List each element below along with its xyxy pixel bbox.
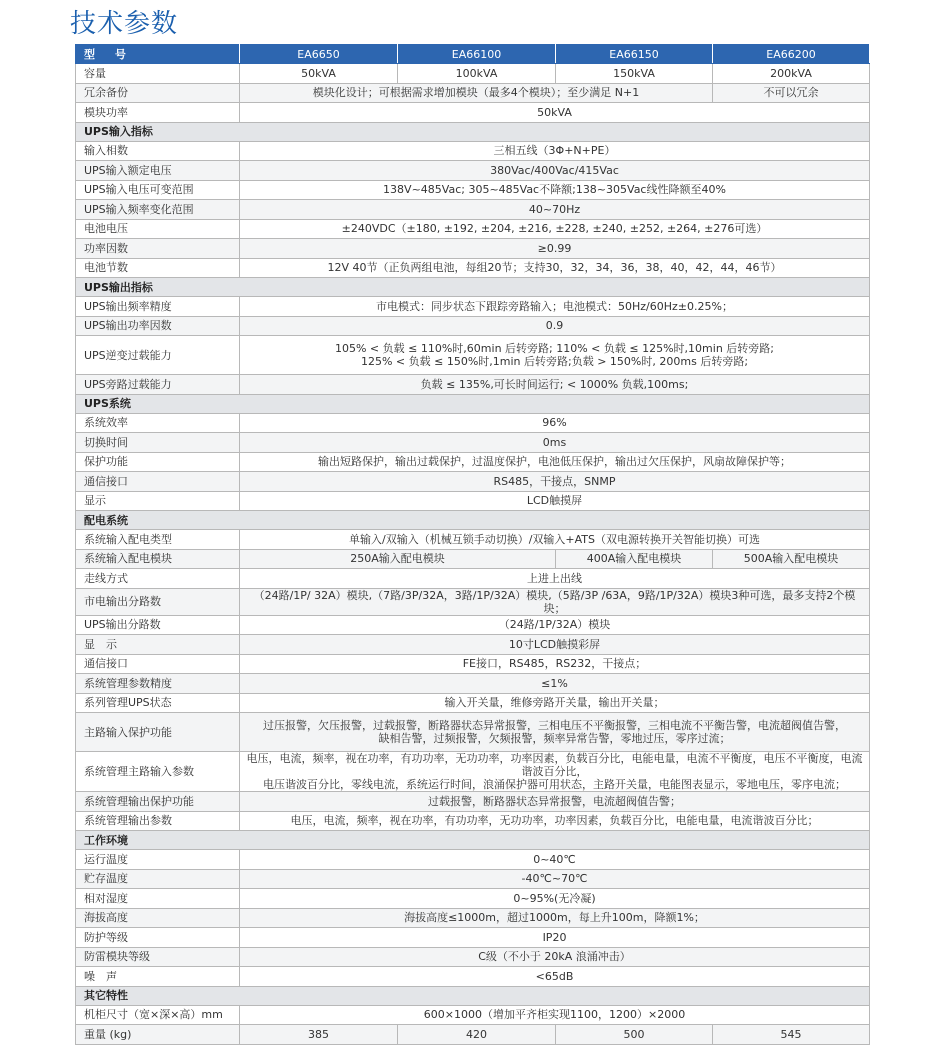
spec-label: 系统管理主路输入参数 xyxy=(76,752,240,792)
spec-label: 容量 xyxy=(76,64,240,84)
spec-label: 切换时间 xyxy=(76,433,240,453)
spec-label: 贮存温度 xyxy=(76,869,240,889)
spec-row xyxy=(76,654,870,674)
model-header-ea66200: EA66200 xyxy=(713,45,870,64)
section-title: UPS系统 xyxy=(76,394,870,413)
spec-row xyxy=(76,1025,870,1045)
spec-value: 单输入/双输入（机械互锁手动切换）/双输入+ATS（双电源转换开关智能切换）可选 xyxy=(240,530,870,550)
section-title: 其它特性 xyxy=(76,986,870,1005)
spec-row xyxy=(76,375,870,395)
spec-row xyxy=(76,569,870,589)
spec-value: 545 xyxy=(713,1025,870,1045)
spec-value: 0ms xyxy=(240,433,870,453)
spec-row xyxy=(76,316,870,336)
spec-row xyxy=(76,947,870,967)
spec-label: 显示 xyxy=(76,491,240,511)
spec-value: 上进上出线 xyxy=(240,569,870,589)
spec-label: 重量 (kg) xyxy=(76,1025,240,1045)
page-title: 技术参数 xyxy=(70,9,179,39)
spec-row xyxy=(76,615,870,635)
spec-value: 0.9 xyxy=(240,316,870,336)
section-title: 工作环境 xyxy=(76,831,870,850)
spec-value: ±240VDC（±180, ±192, ±204, ±216, ±228, ±240, ±252, ±264, ±276可选） xyxy=(240,219,870,239)
spec-value: 600×1000（增加平齐柜实现1100，1200）×2000 xyxy=(240,1005,870,1025)
spec-label: UPS输出功率因数 xyxy=(76,316,240,336)
spec-row xyxy=(76,472,870,492)
section-header xyxy=(76,986,870,1005)
spec-row xyxy=(76,635,870,655)
spec-value: 200kVA xyxy=(713,64,870,84)
spec-value: 500A输入配电模块 xyxy=(713,549,870,569)
section-header xyxy=(76,511,870,530)
spec-value: <65dB xyxy=(240,967,870,987)
spec-row xyxy=(76,530,870,550)
spec-value: 10寸LCD触摸彩屏 xyxy=(240,635,870,655)
spec-row xyxy=(76,297,870,317)
spec-value: 过载报警，断路器状态异常报警，电流超阀值告警； xyxy=(240,792,870,812)
section-header xyxy=(76,278,870,297)
header-row xyxy=(76,45,870,64)
spec-label: 电池节数 xyxy=(76,258,240,278)
model-header-ea6650: EA6650 xyxy=(240,45,398,64)
spec-row xyxy=(76,967,870,987)
spec-row xyxy=(76,180,870,200)
spec-row xyxy=(76,239,870,259)
spec-label: 防雷模块等级 xyxy=(76,947,240,967)
model-header-ea66100: EA66100 xyxy=(398,45,556,64)
spec-row xyxy=(76,491,870,511)
spec-value: 250A输入配电模块 xyxy=(240,549,556,569)
spec-value: 12V 40节（正负两组电池，每组20节；支持30，32，34，36，38，40，42，44，46节） xyxy=(240,258,870,278)
spec-row xyxy=(76,693,870,713)
spec-label: 系统输入配电模块 xyxy=(76,549,240,569)
spec-label: 系统管理输出参数 xyxy=(76,811,240,831)
spec-label: 相对湿度 xyxy=(76,889,240,909)
spec-value: 100kVA xyxy=(398,64,556,84)
spec-value: 输入开关量，维修旁路开关量，输出开关量； xyxy=(240,693,870,713)
spec-label: 保护功能 xyxy=(76,452,240,472)
spec-label: 显 示 xyxy=(76,635,240,655)
spec-label: UPS旁路过载能力 xyxy=(76,375,240,395)
spec-value: 负载 ≤ 135%,可长时间运行; < 1000% 负载,100ms; xyxy=(240,375,870,395)
spec-label: 冗余备份 xyxy=(76,83,240,103)
spec-row xyxy=(76,103,870,123)
spec-row xyxy=(76,64,870,84)
spec-row xyxy=(76,219,870,239)
spec-label: UPS输入额定电压 xyxy=(76,161,240,181)
spec-value: 海拔高度≤1000m，超过1000m，每上升100m，降额1%； xyxy=(240,908,870,928)
spec-label: 模块功率 xyxy=(76,103,240,123)
spec-label: UPS输入频率变化范围 xyxy=(76,200,240,220)
spec-row xyxy=(76,850,870,870)
spec-label: 市电输出分路数 xyxy=(76,588,240,615)
section-header xyxy=(76,122,870,141)
spec-value: 138V~485Vac; 305~485Vac不降额;138~305Vac线性降额至40% xyxy=(240,180,870,200)
spec-row xyxy=(76,889,870,909)
spec-label: 功率因数 xyxy=(76,239,240,259)
spec-row xyxy=(76,549,870,569)
spec-value: LCD触摸屏 xyxy=(240,491,870,511)
spec-value: 三相五线（3Φ+N+PE） xyxy=(240,141,870,161)
spec-label: 输入相数 xyxy=(76,141,240,161)
spec-row xyxy=(76,928,870,948)
spec-row xyxy=(76,433,870,453)
spec-value: 电压，电流，频率，视在功率，有功功率，无功功率，功率因素，负载百分比，电能电量，电流不平衡度，电压不平衡度，电流谐波百分比， 电压谐波百分比，零线电流，系统运行时间，浪涌保护器可用状态，主路开关量，电能图表显示，零地电压，零序电流； xyxy=(240,752,870,792)
spec-label: 噪 声 xyxy=(76,967,240,987)
spec-label: 系统管理参数精度 xyxy=(76,674,240,694)
spec-value: 输出短路保护，输出过载保护，过温度保护，电池低压保护，输出过欠压保护，风扇故障保护等； xyxy=(240,452,870,472)
spec-label: UPS输出频率精度 xyxy=(76,297,240,317)
section-title: 配电系统 xyxy=(76,511,870,530)
spec-label: 系统效率 xyxy=(76,413,240,433)
spec-row xyxy=(76,588,870,615)
spec-value: C级（不小于 20kA 浪涌冲击） xyxy=(240,947,870,967)
spec-value: 380Vac/400Vac/415Vac xyxy=(240,161,870,181)
spec-value: 400A输入配电模块 xyxy=(556,549,713,569)
spec-value: RS485，干接点，SNMP xyxy=(240,472,870,492)
spec-value: 385 xyxy=(240,1025,398,1045)
spec-value: 市电模式：同步状态下跟踪旁路输入；电池模式：50Hz/60Hz±0.25%； xyxy=(240,297,870,317)
header-label: 型 号 xyxy=(76,45,240,64)
spec-label: UPS输出分路数 xyxy=(76,615,240,635)
spec-row xyxy=(76,1005,870,1025)
spec-row xyxy=(76,141,870,161)
spec-row xyxy=(76,908,870,928)
spec-label: 系统输入配电类型 xyxy=(76,530,240,550)
spec-value: 不可以冗余 xyxy=(713,83,870,103)
spec-label: 主路输入保护功能 xyxy=(76,713,240,752)
section-header xyxy=(76,394,870,413)
spec-label: UPS逆变过载能力 xyxy=(76,336,240,375)
spec-value: 0~95%(无冷凝) xyxy=(240,889,870,909)
spec-value: 电压，电流，频率，视在功率，有功功率，无功功率，功率因素，负载百分比，电能电量，电流谐波百分比； xyxy=(240,811,870,831)
spec-value: ≥0.99 xyxy=(240,239,870,259)
spec-label: 走线方式 xyxy=(76,569,240,589)
spec-label: 运行温度 xyxy=(76,850,240,870)
section-header xyxy=(76,831,870,850)
spec-row xyxy=(76,792,870,812)
model-header-ea66150: EA66150 xyxy=(556,45,713,64)
spec-label: 防护等级 xyxy=(76,928,240,948)
spec-row xyxy=(76,869,870,889)
spec-row xyxy=(76,83,870,103)
spec-row xyxy=(76,674,870,694)
spec-label: UPS输入电压可变范围 xyxy=(76,180,240,200)
spec-row xyxy=(76,200,870,220)
spec-row xyxy=(76,713,870,752)
spec-table xyxy=(75,44,870,1045)
section-title: UPS输出指标 xyxy=(76,278,870,297)
spec-value: 420 xyxy=(398,1025,556,1045)
spec-label: 电池电压 xyxy=(76,219,240,239)
spec-value: （24路/1P/ 32A）模块,（7路/3P/32A，3路/1P/32A）模块,（5路/3P /63A，9路/1P/32A）模块3种可选，最多支持2个模块； xyxy=(240,588,870,615)
spec-value: FE接口，RS485，RS232，干接点； xyxy=(240,654,870,674)
spec-value: 105% < 负载 ≤ 110%时,60min 后转旁路; 110% < 负载 ≤ 125%时,10min 后转旁路; 125% < 负载 ≤ 150%时,1min 后转旁路;负载 > 150%时, 200ms 后转旁路; xyxy=(240,336,870,375)
spec-row xyxy=(76,752,870,792)
spec-value: ≤1% xyxy=(240,674,870,694)
spec-row xyxy=(76,161,870,181)
spec-row xyxy=(76,336,870,375)
spec-label: 系列管理UPS状态 xyxy=(76,693,240,713)
spec-value: 50kVA xyxy=(240,64,398,84)
spec-value: 0~40℃ xyxy=(240,850,870,870)
spec-value: 模块化设计；可根据需求增加模块（最多4个模块）；至少满足 N+1 xyxy=(240,83,713,103)
spec-value: -40℃~70℃ xyxy=(240,869,870,889)
spec-value: 96% xyxy=(240,413,870,433)
spec-label: 系统管理输出保护功能 xyxy=(76,792,240,812)
spec-label: 通信接口 xyxy=(76,472,240,492)
spec-row xyxy=(76,413,870,433)
spec-value: 50kVA xyxy=(240,103,870,123)
spec-value: 150kVA xyxy=(556,64,713,84)
spec-row xyxy=(76,811,870,831)
spec-value: 40~70Hz xyxy=(240,200,870,220)
spec-label: 通信接口 xyxy=(76,654,240,674)
spec-value: IP20 xyxy=(240,928,870,948)
spec-row xyxy=(76,452,870,472)
spec-value: （24路/1P/32A）模块 xyxy=(240,615,870,635)
spec-row xyxy=(76,258,870,278)
spec-value: 500 xyxy=(556,1025,713,1045)
spec-label: 机柜尺寸（宽×深×高）mm xyxy=(76,1005,240,1025)
section-title: UPS输入指标 xyxy=(76,122,870,141)
spec-label: 海拔高度 xyxy=(76,908,240,928)
spec-value: 过压报警，欠压报警，过载报警，断路器状态异常报警，三相电压不平衡报警，三相电流不平衡告警，电流超阀值告警， 缺相告警，过频报警，欠频报警，频率异常告警，零地过压，零序过流； xyxy=(240,713,870,752)
